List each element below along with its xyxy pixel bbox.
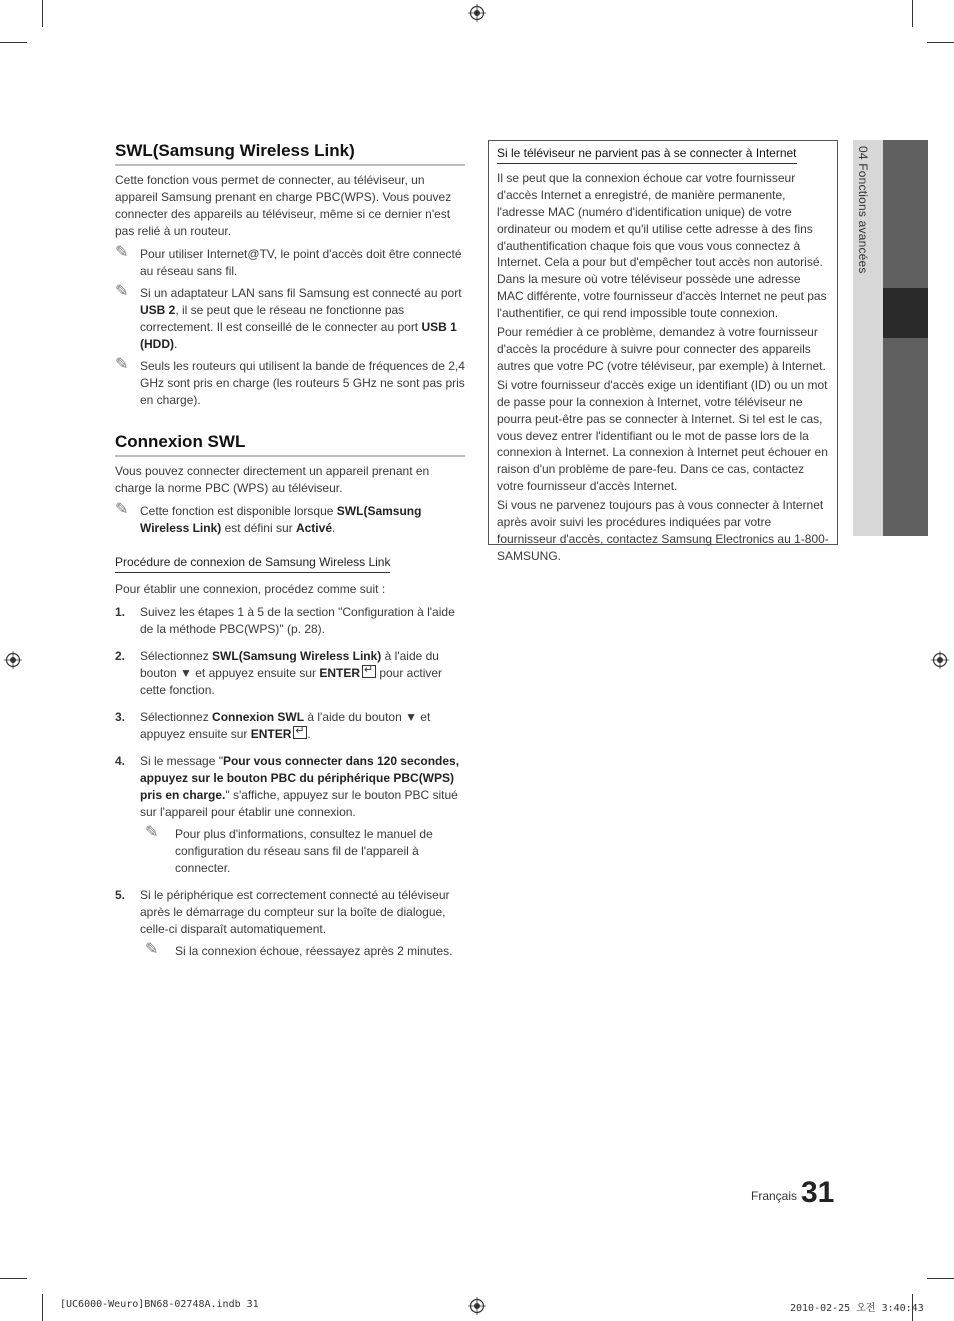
box-title: Si le téléviseur ne parvient pas à se connecter à Internet bbox=[497, 145, 797, 164]
section-intro: Cette fonction vous permet de connecter, au téléviseur, un appareil Samsung prenant en charge PBC(WPS). Vous pouvez connecter des appareils au téléviseur, même si ce dernier n'est pas relié à un routeur. bbox=[115, 173, 452, 238]
step-2: 2. Sélectionnez SWL(Samsung Wireless Link) à l'aide du bouton ▼ et appuyez ensuite sur ENTER↵ pour activer cette fonction. bbox=[115, 648, 465, 699]
pencil-icon: ✎ bbox=[115, 501, 129, 518]
pencil-icon: ✎ bbox=[145, 824, 159, 841]
chapter-tab-active bbox=[883, 288, 928, 338]
step-4: 4. Si le message "Pour vous connecter dans 120 secondes, appuyez sur le bouton PBC du périphérique PBC(WPS) pris en charge." s'affiche, appuyez sur le bouton PBC situé sur l'appareil pour établir une connexion. ✎ Pour plus d'informations, consultez le manuel de configuration du réseau sans fil de l'appareil à connecter. bbox=[115, 753, 465, 877]
crop-mark bbox=[42, 0, 43, 27]
note: ✎ Si la connexion échoue, réessayez après 2 minutes. bbox=[145, 941, 453, 958]
crop-mark bbox=[927, 1278, 954, 1279]
note: ✎ Pour plus d'informations, consultez le manuel de configuration du réseau sans fil de l'appareil à connecter. bbox=[145, 824, 433, 875]
troubleshooting-box bbox=[488, 140, 838, 563]
enter-key-icon bbox=[293, 726, 307, 739]
procedure-lead: Pour établir une connexion, procédez comme suit : bbox=[115, 582, 386, 596]
registration-mark-icon bbox=[4, 651, 22, 669]
registration-mark-icon bbox=[468, 1297, 486, 1315]
note: ✎ Si un adaptateur LAN sans fil Samsung est connecté au port USB 2, il se peut que le réseau ne fonctionne pas correctement. Il est conseillé de le connecter au port USB 1 (HDD). bbox=[115, 283, 462, 351]
pencil-icon: ✎ bbox=[115, 244, 129, 261]
left-column bbox=[115, 140, 465, 966]
chapter-label: 04 Fonctions avancées bbox=[856, 146, 870, 274]
note: ✎ Seuls les routeurs qui utilisent la bande de fréquences de 2,4 GHz sont pris en charge (les routeurs 5 GHz ne sont pas pris en charge). bbox=[115, 356, 465, 407]
box-paragraph: Si votre fournisseur d'accès exige un identifiant (ID) ou un mot de passe pour la connexion à Internet, votre téléviseur ne pourra peut-être pas se connecter à Internet. Si tel est le cas, vous devez entrer l'identifiant ou le mot de passe lors de la connexion à Internet. La connexion à Internet peut échouer en raison d'un problème de pare-feu. Dans ce cas, contactez votre fournisseur d'accès Internet. bbox=[497, 377, 828, 494]
crop-mark bbox=[0, 1278, 27, 1279]
step-number: 1. bbox=[115, 605, 126, 619]
crop-mark bbox=[912, 0, 913, 27]
crop-mark bbox=[0, 42, 27, 43]
chapter-tab-dark bbox=[883, 140, 928, 288]
section-title-connexion-swl: Connexion SWL bbox=[115, 431, 465, 457]
registration-mark-icon bbox=[468, 4, 486, 22]
print-datetime: 2010-02-25 오전 3:40:43 bbox=[790, 1303, 924, 1314]
pencil-icon: ✎ bbox=[145, 941, 159, 958]
step-5: 5. Si le périphérique est correctement connecté au téléviseur après le démarrage du compteur sur la boîte de dialogue, celle-ci disparaît automatiquement. ✎ Si la connexion échoue, réessayez après 2 minutes. bbox=[115, 887, 465, 960]
box-paragraph: Il se peut que la connexion échoue car votre fournisseur d'accès Internet a enregistré, de manière permanente, l'adresse MAC (numéro d'identification unique) de votre ordinateur ou modem et qu'il utilise cette adresse à des fins d'authentification chaque fois que vous vous connectez à Internet. Cela a pour but d'empêcher tout accès non autorisé. Dans la mesure où votre téléviseur possède une adresse MAC différente, votre fournisseur d'accès Internet ne peut pas l'authentifier, ce qui rend impossible toute connexion. bbox=[497, 170, 827, 321]
note: ✎ Pour utiliser Internet@TV, le point d'accès doit être connecté au réseau sans fil. bbox=[115, 244, 462, 278]
registration-mark-icon bbox=[931, 651, 949, 669]
step-3: 3. Sélectionnez Connexion SWL à l'aide du bouton ▼ et appuyez ensuite sur ENTER↵ . bbox=[115, 709, 465, 743]
enter-key-icon bbox=[362, 665, 376, 678]
note: ✎ Cette fonction est disponible lorsque SWL(Samsung Wireless Link) est défini sur Activé. bbox=[115, 501, 422, 535]
box-paragraph: Pour remédier à ce problème, demandez à votre fournisseur d'accès la procédure à suivre pour connecter des appareils autres que votre PC (votre téléviseur, par exemple) à Internet. bbox=[497, 325, 826, 373]
section-intro: Vous pouvez connecter directement un appareil prenant en charge la norme PBC (WPS) au téléviseur. bbox=[115, 464, 430, 495]
chapter-tab-dark bbox=[883, 338, 928, 536]
page-number: 31 bbox=[801, 1176, 835, 1209]
step-number: 3. bbox=[115, 710, 126, 724]
step-number: 5. bbox=[115, 888, 126, 902]
section-title-swl: SWL(Samsung Wireless Link) bbox=[115, 140, 465, 166]
pencil-icon: ✎ bbox=[115, 356, 129, 373]
box-paragraph: Si vous ne parvenez toujours pas à vous connecter à Internet après avoir suivi les procédures indiquées par votre fournisseur d'accès, contactez Samsung Electronics au 1-800-SAMSUNG. bbox=[497, 498, 829, 563]
step-number: 2. bbox=[115, 649, 126, 663]
crop-mark bbox=[927, 42, 954, 43]
step-1: 1. Suivez les étapes 1 à 5 de la section "Configuration à l'aide de la méthode PBC(WPS)" (p. 28). bbox=[115, 605, 455, 636]
language-label: Français bbox=[751, 1189, 798, 1203]
step-number: 4. bbox=[115, 754, 126, 768]
procedure-subheading: Procédure de connexion de Samsung Wireless Link bbox=[115, 554, 390, 573]
crop-mark bbox=[42, 1294, 43, 1321]
pencil-icon: ✎ bbox=[115, 283, 129, 300]
print-file-info: [UC6000-Weuro]BN68-02748A.indb 31 bbox=[60, 1299, 259, 1310]
